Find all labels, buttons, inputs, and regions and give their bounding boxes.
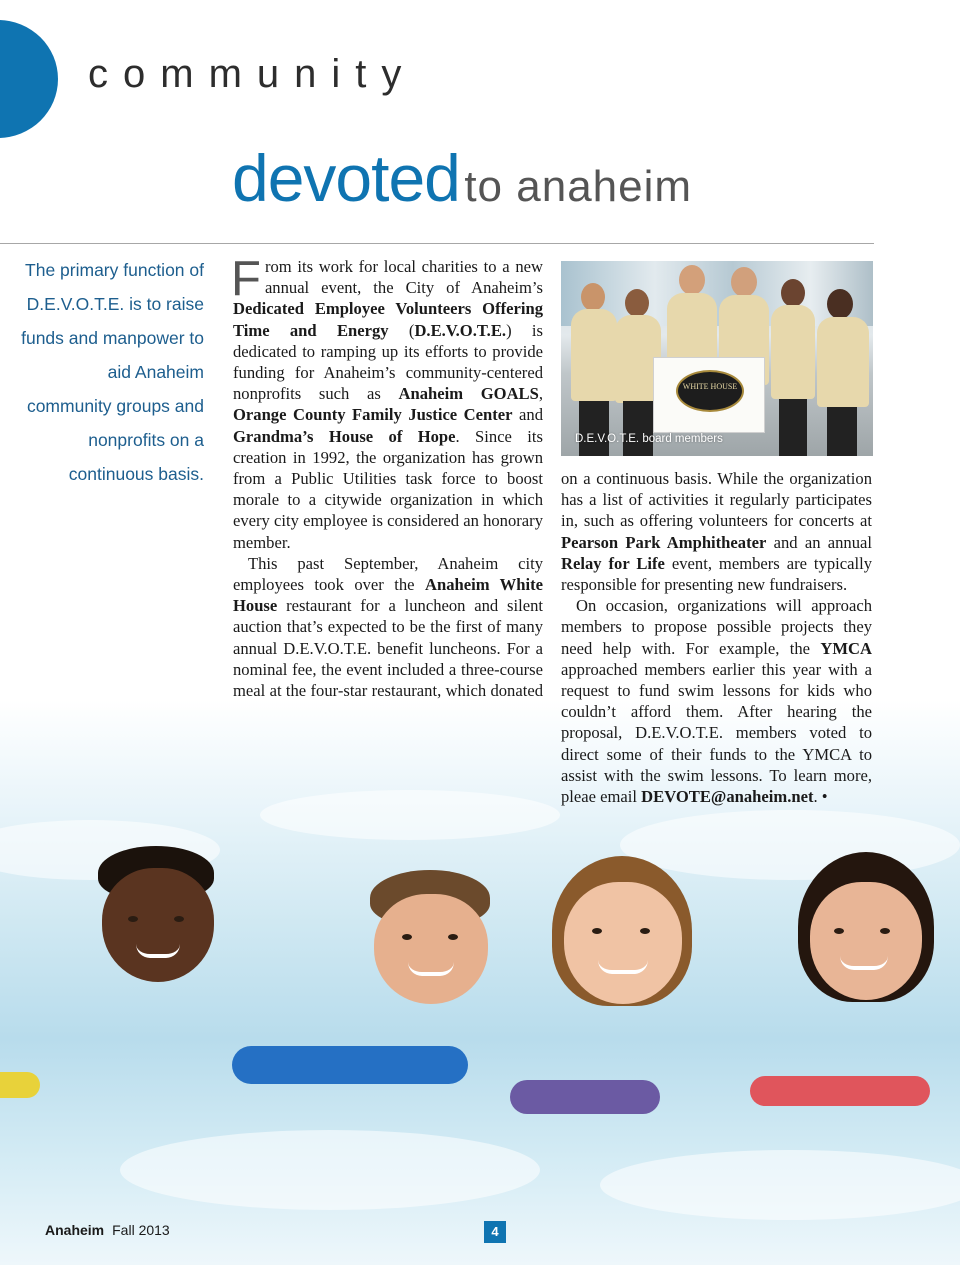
pull-quote: The primary function of D.E.V.O.T.E. is to raise funds and manpower to aid Anaheim community groups and nonprofits on a continuous basis. (21, 260, 204, 484)
issue-date: Fall 2013 (112, 1222, 170, 1238)
headline-rest: to anaheim (464, 162, 693, 211)
board-members-photo (561, 261, 873, 456)
white-house-sign (653, 357, 765, 433)
article-column-2 (561, 468, 872, 807)
header-divider (0, 243, 874, 244)
page-number: 4 (484, 1221, 506, 1243)
drop-cap: F (231, 252, 261, 306)
section-accent-disc (0, 20, 58, 138)
photo-caption: D.E.V.O.T.E. board members (575, 433, 723, 445)
article-paragraph: From its work for local charities to a new annual event, the City of Anaheim’s Dedicated Employee Volunteers Offering Time and Energy (D.E.V.O.T.E.) is dedicated to ramping up its efforts to provide funding for Anaheim’s community-centered nonprofits such as Anaheim GOALS, Orange County Family Justice Center and Grandma’s House of Hope. Since its creation in 1992, the organization has grown from a Public Utilities task force to boost morale to a citywide organization in which every city employee is considered an honorary member. (231, 252, 544, 552)
article-paragraph: On occasion, organizations will approach members to propose possible projects they need help with. For example, the YMCA approached members earlier this year with a request to fund swim lessons for kids who couldn’t afford them. After hearing the proposal, D.E.V.O.T.E. members voted to direct some of their funds to the YMCA to assist with the swim lessons. To learn more, pleae email DEVOTE@anaheim.net. • (561, 596, 872, 807)
magazine-name: Anaheim (45, 1222, 105, 1238)
blue-kickboard (232, 1046, 468, 1084)
yellow-kickboard (0, 1072, 40, 1098)
purple-kickboard (510, 1080, 660, 1114)
article-paragraph: This past September, Anaheim city employees took over the Anaheim White House restaurant for a luncheon and silent auction that’s expected to be the first of many annual D.E.V.O.T.E. benefit luncheons. For a nominal fee, the event included a three-course meal at the four-star restaurant, which donated (233, 553, 543, 701)
footer (45, 1222, 170, 1238)
article-paragraph: on a continuous basis. While the organization has a list of activities it regularly participates in, such as offering volunteers for concerts at Pearson Park Amphitheater and an annual Relay for Life event, members are typically responsible for presenting new fundraisers. (561, 469, 872, 595)
page-title (232, 140, 692, 216)
white-house-logo: WHITE HOUSE (676, 370, 744, 412)
red-kickboard (750, 1076, 930, 1106)
section-label: community (88, 52, 417, 96)
headline-main: devoted (232, 141, 460, 215)
